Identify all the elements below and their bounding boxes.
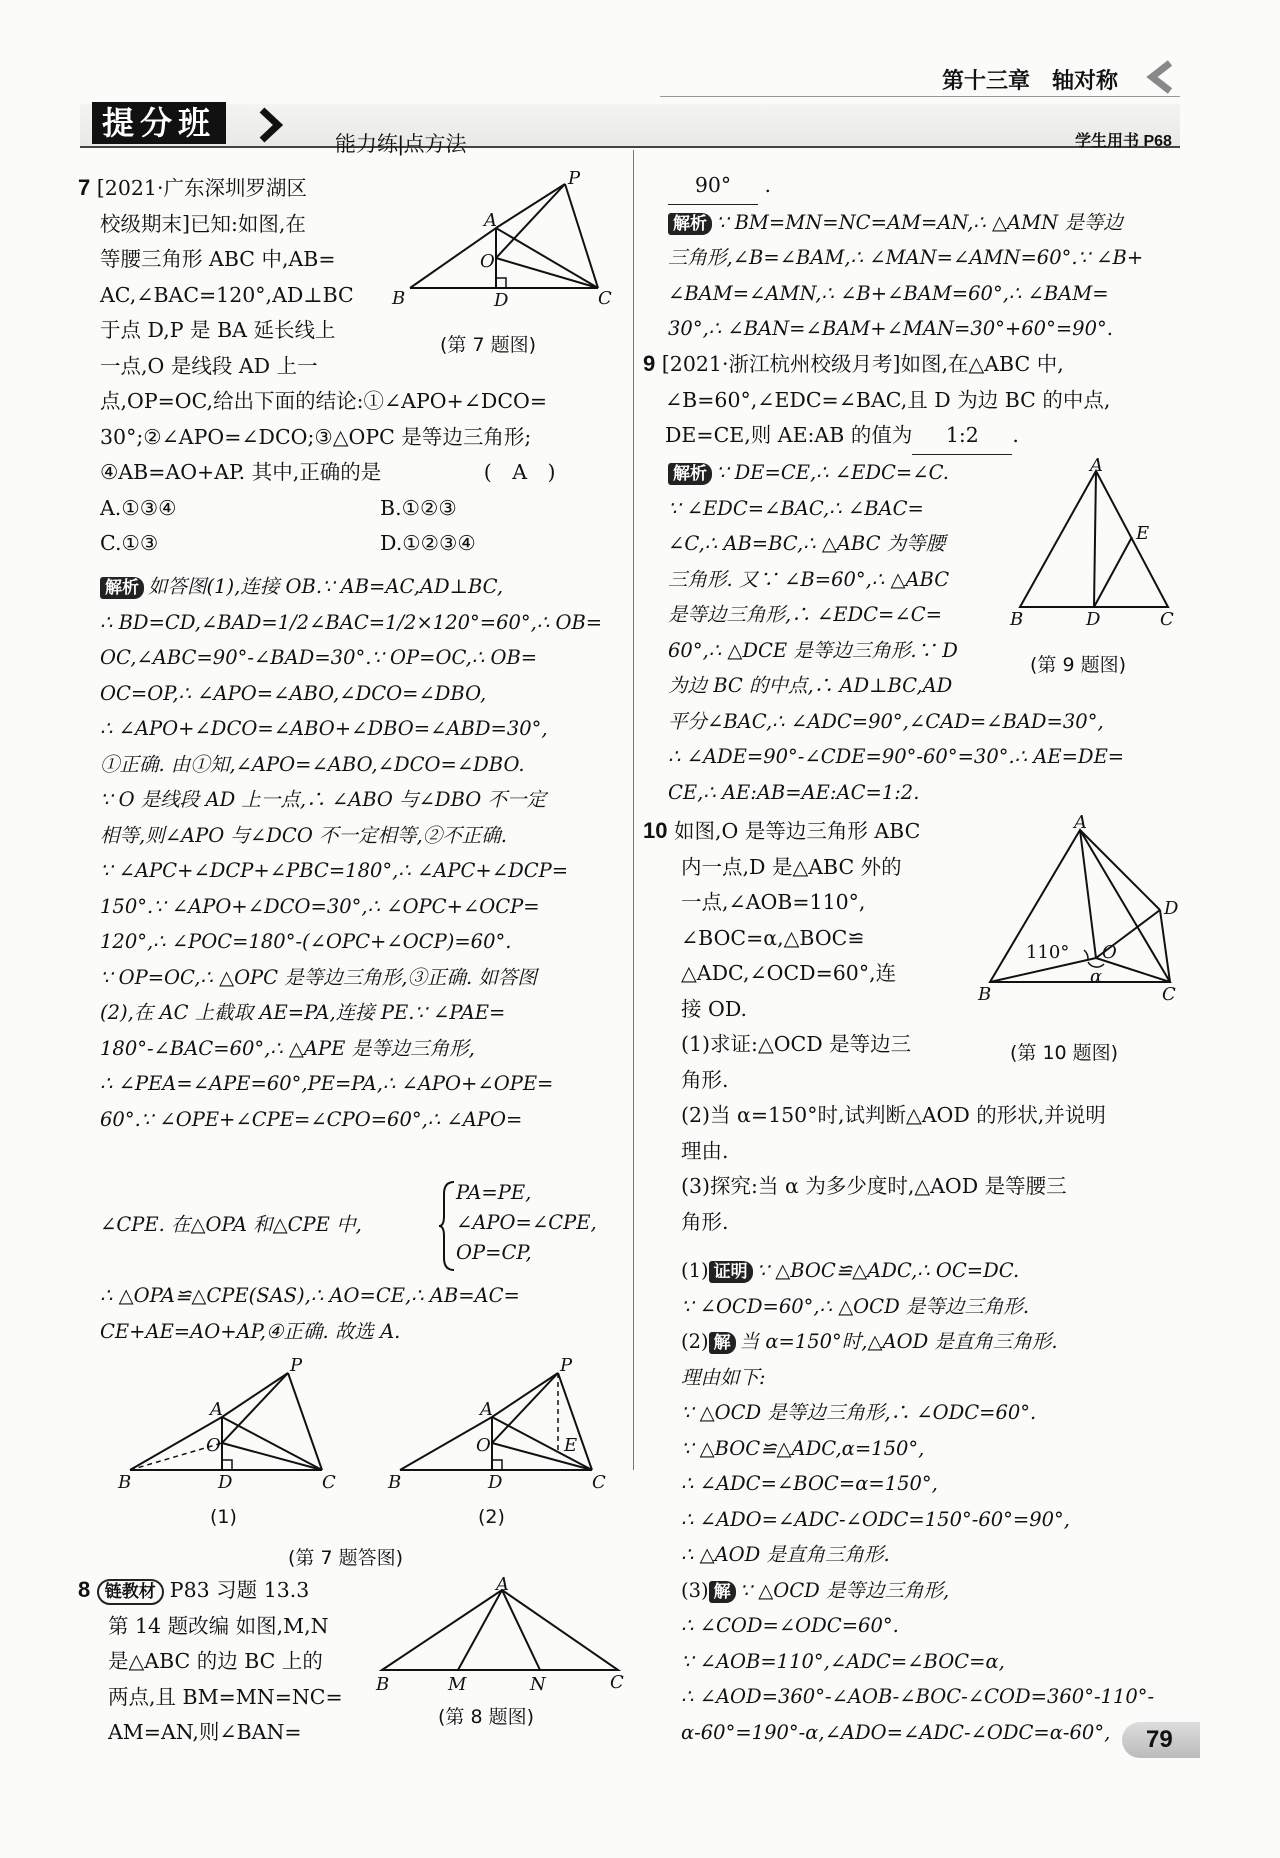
chevron-left-icon (1140, 60, 1180, 94)
solution-line: 相等,则∠APO 与∠DCO 不一定相等,②不正确. (100, 823, 507, 847)
label-C: C (610, 1672, 624, 1693)
q8-answer: 90° (668, 168, 758, 205)
equation-line: PA=PE, (456, 1181, 532, 1204)
solution-line: ∴ ∠ADE=90°-∠CDE=90°-60°=30°.∴ AE=DE= (668, 745, 1125, 768)
solution-line: 60°.∵ ∠OPE+∠CPE=∠CPO=60°,∴ ∠APO= (100, 1107, 523, 1131)
label-D: D (218, 1472, 233, 1493)
solution-line: ∵ DE=CE,∴ ∠EDC=∠C. (716, 461, 950, 484)
solution-line: ∵ △BOC≌△ADC,∴ OC=DC. (756, 1259, 1020, 1282)
proof-tag: 证明 (709, 1261, 753, 1283)
label-angle-110: 110° (1026, 942, 1070, 963)
solution-line: ∠BAM=∠AMN,∴ ∠B+∠BAM=60°,∴ ∠BAM= (668, 281, 1109, 305)
section-label: 能力练|点方法 (335, 133, 467, 156)
solution-line: CE+AE=AO+AP,④正确. 故选 A. (100, 1319, 401, 1343)
solution-line: ∵ ∠OCD=60°,∴ △OCD 是等边三角形. (681, 1294, 1030, 1318)
figure-q8-caption: (第 8 题图) (438, 1706, 534, 1728)
part-label: (3) (681, 1578, 709, 1602)
q7-line: 30°;②∠APO=∠DCO;③△OPC 是等边三角形; (100, 424, 532, 449)
header-rule (660, 96, 1180, 97)
solution-line: CE,∴ AE:AB=AE:AC=1:2. (668, 780, 920, 804)
solution-line: ∵ △OCD 是等边三角形,∴ ∠ODC=60°. (681, 1401, 1037, 1424)
solution-line: ∴ ∠COD=∠ODC=60°. (681, 1614, 899, 1637)
solution-line: 是等边三角形,∴ ∠EDC=∠C= (668, 603, 942, 626)
solve-tag: 解 (709, 1332, 736, 1354)
equation-line: OP=CP, (456, 1241, 532, 1264)
figure-q8 (370, 1574, 630, 1698)
label-C: C (592, 1472, 606, 1493)
label-C: C (1162, 984, 1176, 1005)
label-A: A (496, 1574, 509, 1595)
q10-line: 角形. (681, 1209, 729, 1234)
q7-line: [2021·广东深圳罗湖区 (96, 176, 307, 200)
solution-line: 理由如下: (681, 1365, 766, 1389)
solve-tag: 解 (709, 1581, 736, 1603)
q7-line: 于点 D,P 是 BA 延长线上 (100, 318, 336, 342)
label-A: A (1074, 812, 1087, 833)
q8-block (78, 1572, 343, 1751)
q9-block: 9 [2021·浙江杭州校级月考]如图,在△ABC 中, ∠B=60°,∠EDC=∠BAC,且 D 为边 BC 的中点, DE=CE,则 AE:AB 的值为 1:2 . (643, 346, 1110, 455)
q8-line: AM=AN,则∠BAN= (108, 1720, 302, 1744)
equation-line: ∠APO=∠CPE, (456, 1211, 597, 1234)
solution-line: OC,∠ABC=90°-∠BAD=30°.∵ OP=OC,∴ OB= (100, 646, 538, 669)
question-number: 7 (78, 175, 91, 200)
label-O: O (1102, 942, 1117, 963)
q10-line: 如图,O 是等边三角形 ABC (674, 819, 921, 843)
q8-line: 两点,且 BM=MN=NC= (108, 1684, 343, 1709)
solution-line: 三角形. 又∵ ∠B=60°,∴ △ABC (668, 567, 950, 591)
label-D: D (1086, 609, 1101, 630)
label-A: A (210, 1399, 223, 1420)
label-C: C (322, 1472, 336, 1493)
chapter-title: 第十三章 轴对称 (942, 68, 1119, 93)
q10-line: 内一点,D 是△ABC 外的 (681, 854, 902, 879)
label-B: B (388, 1472, 402, 1493)
solution-line: ∵ △BOC≌△ADC,α=150°, (681, 1436, 925, 1460)
figure-q9 (1000, 455, 1190, 630)
solution-line: ∴ ∠ADO=∠ADC-∠ODC=150°-60°=90°, (681, 1507, 1070, 1531)
solution-line: ∴ △OPA≌△CPE(SAS),∴ AO=CE,∴ AB=AC= (100, 1284, 520, 1307)
analysis-tag: 解析 (100, 577, 144, 599)
q7-line: AC,∠BAC=120°,AD⊥BC (100, 282, 354, 307)
solution-line: 120°,∴ ∠POC=180°-(∠OPC+∠OCP)=60°. (100, 930, 512, 953)
textbook-link-tag: 链教材 (97, 1579, 164, 1605)
arrow-right-icon (250, 104, 290, 146)
solution-line: ∵ ∠EDC=∠BAC,∴ ∠BAC= (668, 496, 924, 520)
solution-line: ∠CPE. 在△OPA 和△CPE 中, (100, 1213, 362, 1236)
label-B: B (1010, 609, 1024, 630)
figure-q7-caption: (第 7 题图) (440, 334, 536, 356)
solution-line: ∠C,∴ AB=BC,∴ △ABC 为等腰 (668, 532, 946, 555)
solution-line: 如答图(1),连接 OB.∵ AB=AC,AD⊥BC, (148, 575, 504, 598)
q9-line: ∠B=60°,∠EDC=∠BAC,且 D 为边 BC 的中点, (665, 387, 1111, 412)
figure-q10 (978, 810, 1198, 1005)
solution-line: 60°,∴ △DCE 是等边三角形.∵ D (668, 638, 958, 662)
section-band (80, 104, 1180, 148)
q10-line: 角形. (681, 1067, 729, 1092)
label-P: P (290, 1355, 303, 1376)
label-M: M (448, 1674, 467, 1695)
q7-line: ④AB=AO+AP. 其中,正确的是 ( A ) (100, 460, 556, 484)
q10-line: △ADC,∠OCD=60°,连 (681, 961, 897, 985)
solution-line: OC=OP,∴ ∠APO=∠ABO,∠DCO=∠DBO, (100, 681, 487, 705)
solution-line: 平分∠BAC,∴ ∠ADC=90°,∠CAD=∠BAD=30°, (668, 709, 1104, 733)
q10-line: (1)求证:△OCD 是等边三 (681, 1032, 912, 1056)
q7-line: 校级期末]已知:如图,在 (100, 211, 306, 236)
label-B: B (376, 1674, 390, 1695)
figure-q10-caption: (第 10 题图) (1010, 1042, 1119, 1064)
solution-line: ∵ ∠APC+∠DCP+∠PBC=180°,∴ ∠APC+∠DCP= (100, 859, 569, 882)
figure-q7 (390, 170, 620, 320)
q7-conclusion (100, 1278, 520, 1349)
q7-line: 一点,O 是线段 AD 上一 (100, 353, 318, 378)
label-B: B (978, 984, 992, 1005)
solution-line: ∴ △AOD 是直角三角形. (681, 1543, 890, 1566)
option-a: A.①③④ (100, 495, 177, 520)
analysis-tag: 解析 (668, 463, 712, 485)
label-B: B (118, 1472, 132, 1493)
solution-line: ∴ BD=CD,∠BAD=1/2∠BAC=1/2×120°=60°,∴ OB= (100, 610, 603, 634)
label-B: B (392, 288, 406, 309)
solution-line: ∴ ∠ADC=∠BOC=α=150°, (681, 1472, 938, 1495)
solution-line: ∴ ∠APO+∠DCO=∠ABO+∠DBO=∠ABD=30°, (100, 717, 548, 740)
option-c: C.①③ (100, 531, 159, 555)
q10-line: (3)探究:当 α 为多少度时,△AOD 是等腰三 (681, 1174, 1067, 1198)
label-D: D (488, 1472, 503, 1493)
label-alpha: α (1090, 966, 1103, 987)
equation-system (456, 1178, 597, 1268)
label-P: P (560, 1355, 573, 1376)
figure-q7-answer-1 (110, 1355, 336, 1495)
solution-line: ∴ ∠AOD=360°-∠AOB-∠BOC-∠COD=360°-110°- (681, 1685, 1155, 1708)
label-C: C (1160, 609, 1174, 630)
label-N: N (530, 1674, 546, 1695)
section-badge: 提分班 (92, 102, 226, 144)
label-A: A (1090, 455, 1103, 476)
q8-line: P83 习题 13.3 (169, 1578, 310, 1602)
solution-line: ∵ OP=OC,∴ △OPC 是等边三角形,③正确. 如答图 (100, 965, 537, 989)
q9-line: DE=CE,则 AE:AB 的值为 (665, 423, 913, 447)
q9-answer: 1:2 (912, 418, 1012, 455)
q10-line: (2)当 α=150°时,试判断△AOD 的形状,并说明 (681, 1103, 1106, 1127)
q10-line: 接 OD. (681, 996, 748, 1021)
brace (438, 1180, 458, 1272)
figure-sub-caption: (1) (210, 1506, 237, 1528)
solution-line: 当 α=150°时,△AOD 是直角三角形. (739, 1330, 1058, 1353)
question-number: 8 (78, 1577, 91, 1602)
q10-solution (681, 1253, 1154, 1750)
label-C: C (598, 288, 612, 309)
solution-line: ∴ ∠PEA=∠APE=60°,PE=PA,∴ ∠APO+∠OPE= (100, 1072, 554, 1095)
analysis-tag: 解析 (668, 213, 712, 235)
q7-solution (100, 569, 602, 1137)
label-P: P (568, 168, 581, 189)
label-D: D (1164, 898, 1179, 919)
solution-line: ∵ BM=MN=NC=AM=AN,∴ △AMN 是等边 (716, 210, 1123, 234)
page-number: 79 (1146, 1726, 1173, 1753)
option-b: B.①②③ (380, 495, 457, 520)
solution-line: α-60°=190°-α,∠ADO=∠ADC-∠ODC=α-60°, (681, 1720, 1111, 1744)
figure-sub-caption: (2) (478, 1506, 505, 1528)
solution-line: 三角形,∠B=∠BAM,∴ ∠MAN=∠AMN=60°.∵ ∠B+ (668, 246, 1144, 269)
solution-line: (2),在 AC 上截取 AE=PA,连接 PE.∵ ∠PAE= (100, 1001, 506, 1024)
figure-q7-answer-2 (380, 1355, 610, 1495)
figure-q7-answer-caption: (第 7 题答图) (288, 1547, 403, 1569)
student-book-page-ref: 学生用书 P68 (1075, 133, 1172, 150)
label-A: A (484, 210, 497, 231)
column-divider (633, 150, 634, 1470)
label-A: A (480, 1399, 493, 1420)
q7-line: 等腰三角形 ABC 中,AB= (100, 247, 336, 271)
part-label: (2) (681, 1330, 709, 1353)
solution-line: ∵ O 是线段 AD 上一点,∴ ∠ABO 与∠DBO 不一定 (100, 788, 546, 811)
solution-line: ∵ ∠AOB=110°,∠ADC=∠BOC=α, (681, 1649, 1005, 1673)
solution-line: ①正确. 由①知,∠APO=∠ABO,∠DCO=∠DBO. (100, 752, 525, 776)
label-O: O (206, 1435, 221, 1456)
question-number: 10 (643, 818, 668, 843)
label-O: O (480, 251, 495, 272)
label-E: E (564, 1435, 578, 1456)
q7-system-lead (100, 1207, 362, 1243)
label-D: D (494, 290, 509, 311)
solution-line: 为边 BC 的中点,∴ AD⊥BC,AD (668, 674, 953, 697)
q8-line: 第 14 题改编 如图,M,N (108, 1613, 329, 1638)
solution-line: 180°-∠BAC=60°,∴ △APE 是等边三角形, (100, 1036, 475, 1060)
q10-line: 理由. (681, 1138, 729, 1163)
q8-line: 是△ABC 的边 BC 上的 (108, 1649, 323, 1673)
q10-line: ∠BOC=α,△BOC≌ (681, 925, 865, 950)
solution-line: ∵ △OCD 是等边三角形, (739, 1578, 950, 1602)
q8-answer-and-solution: 90° . 解析 ∵ BM=MN=NC=AM=AN,∴ △AMN 是等边 三角形,∠B=∠BAM,∴ ∠MAN=∠AMN=60°.∵ ∠B+ ∠BAM=∠AMN,∴ ∠B+∠BAM=60°,∴ ∠BAM= 30°,∴ ∠BAN=∠BAM+∠MAN=30°+60°=90°. (668, 168, 1143, 347)
q10-line: 一点,∠AOB=110°, (681, 890, 866, 914)
q7-line: 点,OP=OC,给出下面的结论:①∠APO+∠DCO= (100, 389, 548, 413)
solution-line: 30°,∴ ∠BAN=∠BAM+∠MAN=30°+60°=90°. (668, 317, 1113, 340)
q9-line: [2021·浙江杭州校级月考]如图,在△ABC 中, (661, 352, 1064, 376)
question-number: 9 (643, 351, 656, 376)
option-d: D.①②③④ (380, 531, 476, 555)
solution-line: 150°.∵ ∠APO+∠DCO=30°,∴ ∠OPC+∠OCP= (100, 894, 540, 918)
part-label: (1) (681, 1259, 709, 1282)
label-E: E (1136, 523, 1150, 544)
label-O: O (476, 1435, 491, 1456)
figure-q9-caption: (第 9 题图) (1030, 654, 1126, 676)
